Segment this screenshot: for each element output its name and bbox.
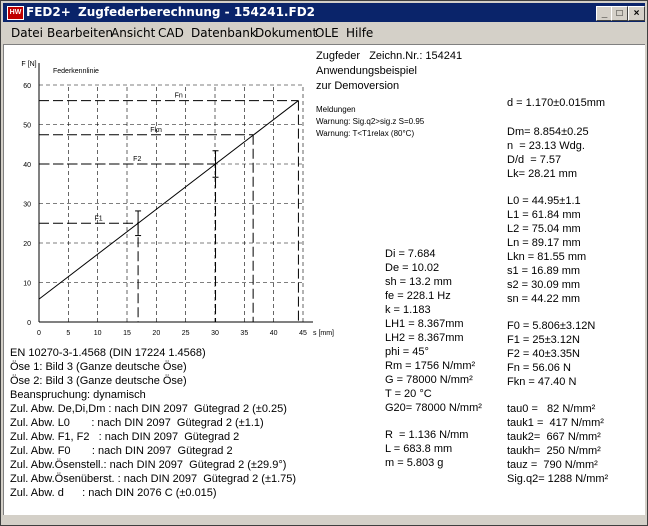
spring-characteristic-line bbox=[39, 101, 298, 300]
col-right-line: n = 23.13 Wdg. bbox=[507, 140, 585, 152]
y-tick-label: 40 bbox=[23, 162, 31, 169]
menu-bar bbox=[3, 23, 645, 42]
x-tick-label: 45 bbox=[299, 330, 307, 337]
col-right-line: d = 1.170±0.015mm bbox=[507, 97, 606, 109]
x-tick-label: 0 bbox=[37, 330, 41, 337]
col-right-line: sn = 44.22 mm bbox=[507, 293, 581, 305]
maximize-button[interactable] bbox=[611, 6, 628, 21]
col-left-line: Zul. Abw.Ösenstell.: nach DIN 2097 Gütegrad 2 (±29.9°) bbox=[10, 459, 287, 471]
y-tick-label: 50 bbox=[23, 122, 31, 130]
x-tick-label: 35 bbox=[240, 330, 249, 337]
force-marker-label: Fkn bbox=[150, 126, 162, 134]
col-right-line: L1 = 61.84 mm bbox=[507, 209, 581, 221]
header-line3: zur Demoversion bbox=[316, 80, 400, 92]
col-mid-line: phi = 45° bbox=[385, 346, 429, 358]
menu-datei[interactable]: Datei bbox=[11, 26, 44, 40]
col-mid-line: G20= 78000 N/mm² bbox=[385, 402, 482, 414]
col-right-line: s1 = 16.89 mm bbox=[507, 265, 581, 277]
status-bar bbox=[3, 515, 648, 525]
force-marker-label: Fn bbox=[174, 92, 183, 100]
col-right-line: s2 = 30.09 mm bbox=[507, 279, 581, 291]
col-mid-line: Di = 7.684 bbox=[385, 248, 436, 260]
header-line2: Anwendungsbeispiel bbox=[316, 65, 417, 77]
x-tick-label: 15 bbox=[123, 330, 131, 337]
col-right-line: taukh= 250 N/mm² bbox=[507, 445, 601, 457]
menu-hilfe[interactable]: Hilfe bbox=[346, 26, 374, 40]
col-right-line: tau0 = 82 N/mm² bbox=[507, 403, 596, 415]
y-tick-label: 30 bbox=[23, 201, 31, 209]
col-right-line: Lkn = 81.55 mm bbox=[507, 251, 587, 263]
chart-title: Federkennlinie bbox=[53, 68, 99, 75]
x-tick-label: 10 bbox=[93, 330, 102, 337]
col-left-line: Beanspruchung: dynamisch bbox=[10, 389, 146, 401]
y-tick-label: 60 bbox=[23, 83, 31, 90]
close-button[interactable] bbox=[628, 6, 645, 21]
col-mid-line: m = 5.803 g bbox=[385, 457, 444, 469]
minimize-icon: _ bbox=[601, 8, 608, 19]
col-right-line: L0 = 44.95±1.1 bbox=[507, 195, 581, 207]
col-right-line: F2 = 40±3.35N bbox=[507, 348, 580, 360]
menu-cad[interactable]: CAD bbox=[158, 26, 184, 40]
col-right-line: Dm= 8.854±0.25 bbox=[507, 126, 589, 138]
col-mid-line: Rm = 1756 N/mm² bbox=[385, 360, 476, 372]
col-right-line: F0 = 5.806±3.12N bbox=[507, 320, 596, 332]
maximize-icon: □ bbox=[616, 8, 623, 19]
col-left-line: Öse 1: Bild 3 (Ganze deutsche Öse) bbox=[10, 361, 187, 373]
menu-ansicht[interactable]: Ansicht bbox=[111, 26, 156, 40]
menu-dokument[interactable]: Dokument bbox=[255, 26, 318, 40]
document-view[interactable] bbox=[3, 44, 645, 515]
y-axis-label: F [N] bbox=[21, 61, 37, 68]
col-right-line: Fkn = 47.40 N bbox=[507, 376, 577, 388]
col-mid-line: L = 683.8 mm bbox=[385, 443, 453, 455]
col-mid-line: T = 20 °C bbox=[385, 388, 432, 400]
menu-ole[interactable]: OLE bbox=[315, 26, 339, 40]
col-right-line: tauk1 = 417 N/mm² bbox=[507, 417, 604, 429]
spring-characteristic-chart bbox=[4, 45, 334, 345]
force-marker-label: F1 bbox=[94, 215, 103, 223]
col-left-line: EN 10270-3-1.4568 (DIN 17224 1.4568) bbox=[10, 347, 206, 359]
col-right-line: F1 = 25±3.12N bbox=[507, 334, 580, 346]
col-left-line: Öse 2: Bild 3 (Ganze deutsche Öse) bbox=[10, 375, 187, 387]
col-left-line: Zul. Abw. F0 : nach DIN 2097 Gütegrad 2 bbox=[10, 445, 233, 457]
col-mid-line: G = 78000 N/mm² bbox=[385, 374, 473, 386]
col-mid-line: De = 10.02 bbox=[385, 262, 440, 274]
col-left-line: Zul. Abw.Ösenüberst. : nach DIN 2097 Gütegrad 2 (±1.75) bbox=[10, 473, 297, 485]
app-name: FED2+ bbox=[26, 5, 71, 19]
y-tick-label: 20 bbox=[23, 241, 31, 248]
messages-title: Meldungen bbox=[316, 105, 356, 114]
y-tick-label: 10 bbox=[23, 280, 31, 288]
col-left-line: Zul. Abw. De,Di,Dm : nach DIN 2097 Gütegrad 2 (±0.25) bbox=[10, 403, 287, 415]
x-tick-label: 25 bbox=[181, 330, 190, 337]
x-tick-label: 20 bbox=[152, 330, 161, 337]
col-right-line: Ln = 89.17 mm bbox=[507, 237, 581, 249]
col-mid-line: LH1 = 8.367mm bbox=[385, 318, 464, 330]
header-line1: Zugfeder Zeichn.Nr.: 154241 bbox=[316, 50, 463, 62]
col-mid-line: fe = 228.1 Hz bbox=[385, 290, 451, 302]
title-bar[interactable] bbox=[3, 3, 645, 22]
y-tick-label: 0 bbox=[27, 320, 31, 327]
col-mid-line: k = 1.183 bbox=[385, 304, 431, 316]
message-warning: Warnung: T<T1relax (80°C) bbox=[316, 129, 415, 138]
col-left-line: Zul. Abw. d : nach DIN 2076 C (±0.015) bbox=[10, 487, 217, 499]
x-axis-label: s [mm] bbox=[313, 330, 334, 337]
col-right-line: Fn = 56.06 N bbox=[507, 362, 571, 374]
col-mid-line: LH2 = 8.367mm bbox=[385, 332, 464, 344]
message-warning: Warnung: Sig.q2>sig.z S=0.95 bbox=[316, 117, 425, 126]
col-right-line: D/d = 7.57 bbox=[507, 154, 562, 166]
col-right-line: tauk2= 667 N/mm² bbox=[507, 431, 601, 443]
col-right-line: Lk= 28.21 mm bbox=[507, 168, 578, 180]
col-right-line: Sig.q2= 1288 N/mm² bbox=[507, 473, 609, 485]
force-marker-label: F2 bbox=[133, 156, 142, 163]
col-right-line: L2 = 75.04 mm bbox=[507, 223, 581, 235]
col-left-line: Zul. Abw. F1, F2 : nach DIN 2097 Gütegrad 2 bbox=[10, 431, 240, 443]
document-title: Zugfederberechnung - 154241.FD2 bbox=[78, 5, 315, 19]
x-tick-label: 30 bbox=[211, 330, 219, 337]
logo-text: HW bbox=[9, 9, 22, 16]
menu-datenbank[interactable]: Datenbank bbox=[191, 26, 257, 40]
app-logo-icon bbox=[7, 6, 24, 20]
close-icon: × bbox=[633, 8, 640, 19]
col-right-line: tauz = 790 N/mm² bbox=[507, 459, 598, 471]
col-mid-line: sh = 13.2 mm bbox=[385, 276, 452, 288]
menu-bearbeiten[interactable]: Bearbeiten bbox=[47, 26, 113, 40]
col-left-line: Zul. Abw. L0 : nach DIN 2097 Gütegrad 2 (±1.1) bbox=[10, 417, 264, 429]
x-tick-label: 40 bbox=[269, 330, 278, 337]
col-mid-line: R = 1.136 N/mm bbox=[385, 429, 469, 441]
x-tick-label: 5 bbox=[66, 330, 71, 337]
